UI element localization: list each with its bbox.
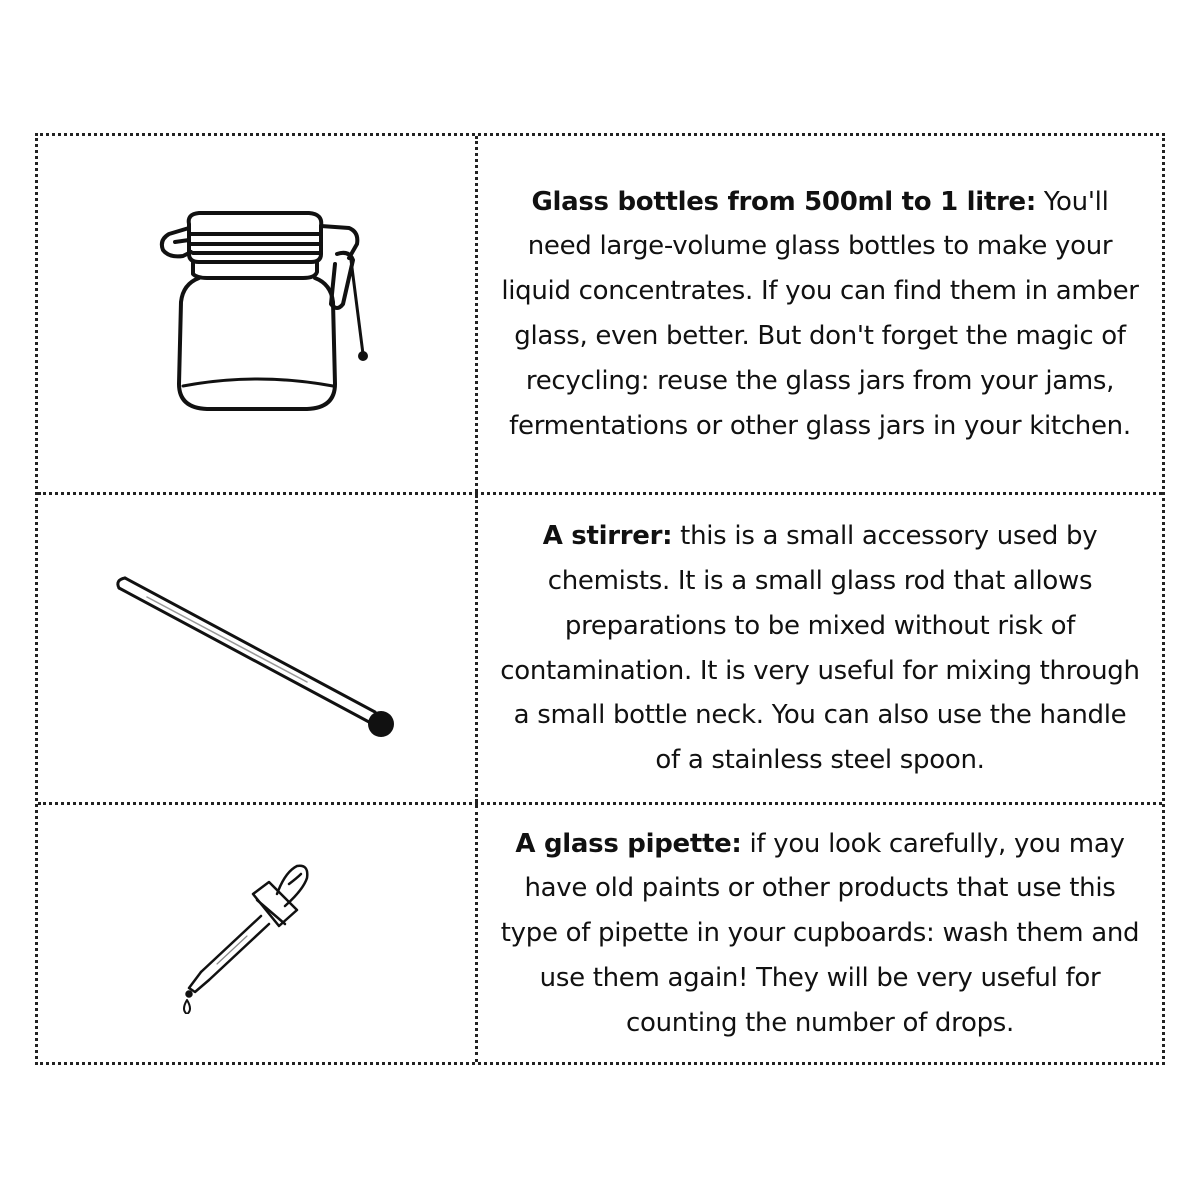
- item-body: if you look carefully, you may have old paints or other products that use this type of pipette in your cupboards: wash them and use them again! They will be very useful for counting the number of drops.: [500, 828, 1140, 1038]
- equipment-table: [35, 133, 1165, 1065]
- table-row: [38, 136, 1162, 492]
- pipette-icon: [157, 854, 357, 1014]
- item-title: A stirrer:: [542, 521, 673, 552]
- item-title: A glass pipette:: [515, 828, 742, 859]
- jar-icon: [137, 204, 377, 424]
- item-body: this is a small accessory used by chemists. It is a small glass rod that allows preparations to be mixed without risk of contamination. It is very useful for mixing through a small bottle neck. You can also use the handle of a stainless steel spoon.: [500, 521, 1140, 776]
- text-cell: [478, 136, 1162, 492]
- stirrer-icon: [107, 554, 407, 744]
- description: [498, 180, 1142, 449]
- text-cell: [478, 495, 1162, 802]
- table-row: [38, 492, 1162, 802]
- table-row: [38, 802, 1162, 1062]
- item-body: You'll need large-volume glass bottles to make your liquid concentrates. If you can find them in amber glass, even better. But don't forget the magic of recycling: reuse the glass jars from your jams, fermentations or other glass jars in your kitchen.: [501, 186, 1139, 441]
- image-cell: [38, 805, 478, 1062]
- description: [498, 514, 1142, 783]
- item-title: Glass bottles from 500ml to 1 litre:: [531, 186, 1036, 217]
- image-cell: [38, 136, 478, 492]
- image-cell: [38, 495, 478, 802]
- text-cell: [478, 805, 1162, 1062]
- description: [498, 822, 1142, 1046]
